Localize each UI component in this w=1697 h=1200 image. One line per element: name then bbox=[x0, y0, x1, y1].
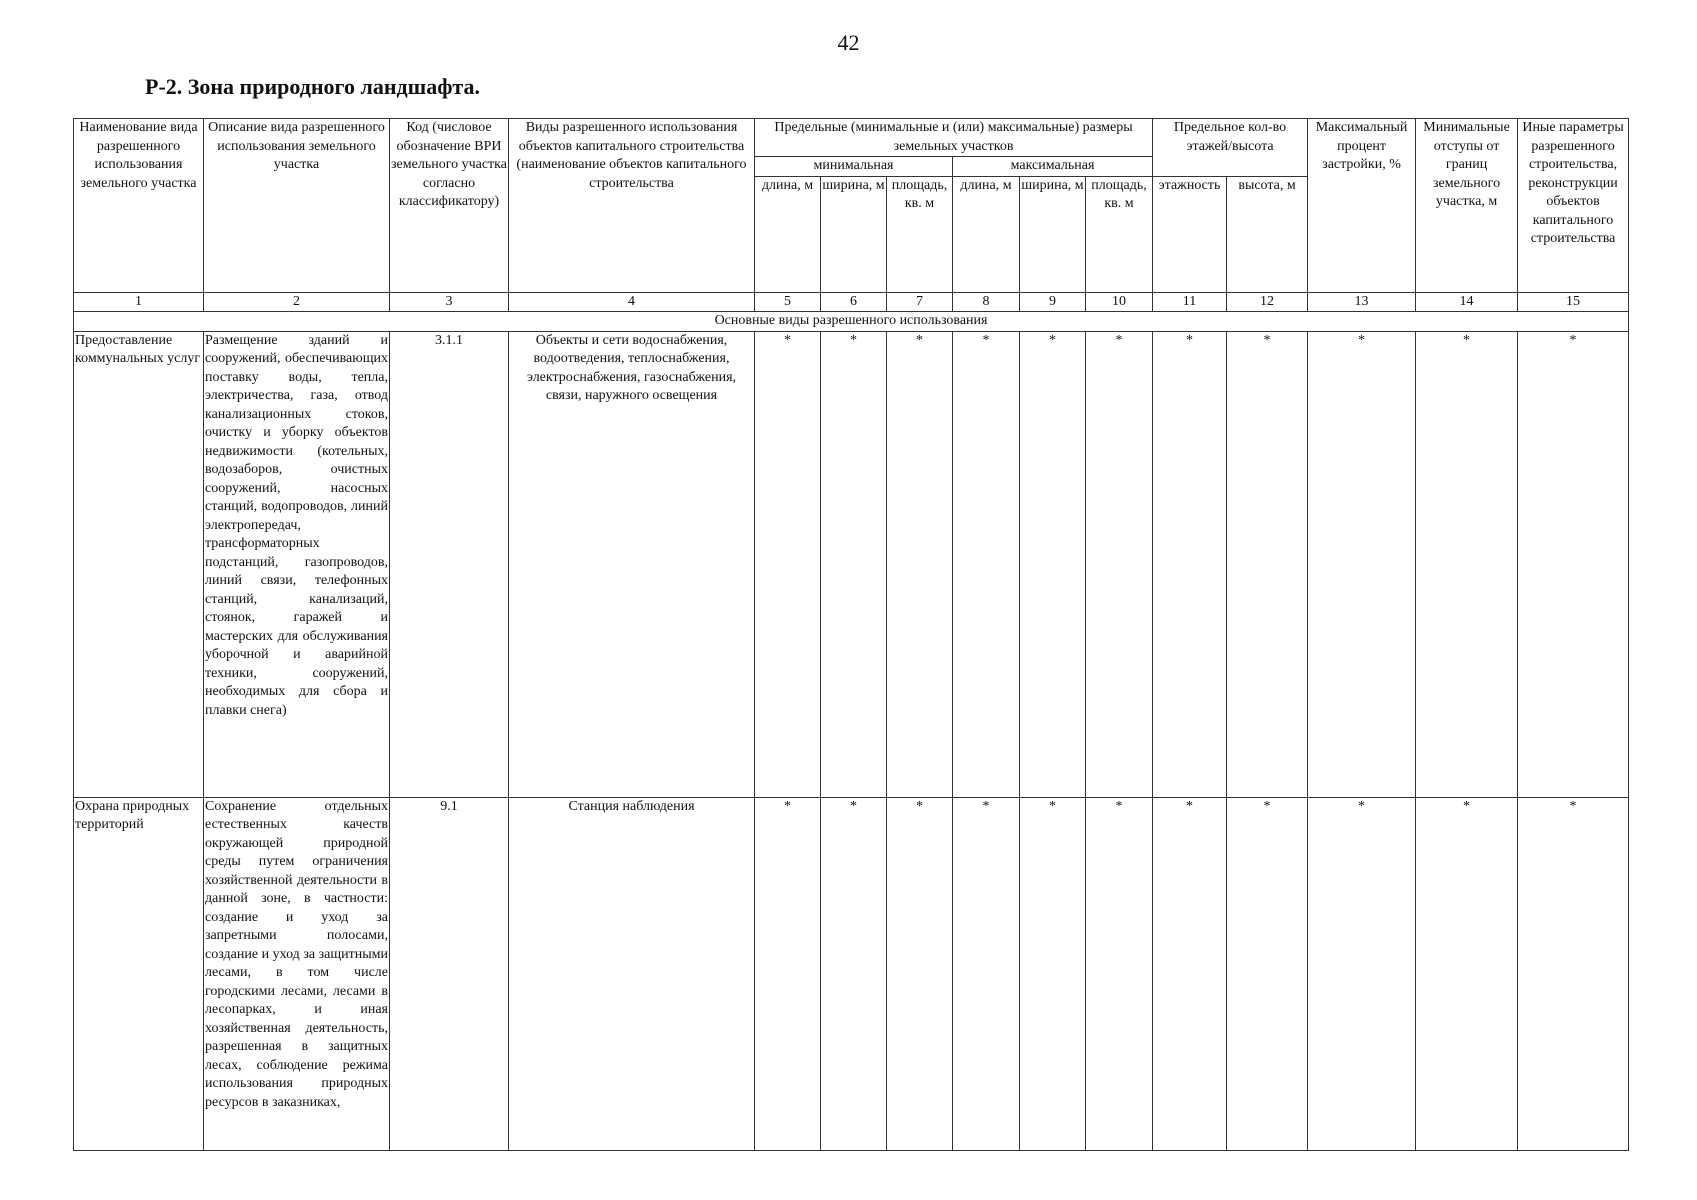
column-number: 4 bbox=[509, 292, 755, 311]
row-value-cell: * bbox=[1308, 797, 1416, 1150]
row-use-name: Предоставление коммунальных услуг bbox=[74, 331, 204, 797]
header-height: высота, м bbox=[1227, 176, 1308, 292]
column-number: 12 bbox=[1227, 292, 1308, 311]
header-max-area: площадь, кв. м bbox=[1086, 176, 1153, 292]
column-number: 9 bbox=[1020, 292, 1086, 311]
row-value-cell: * bbox=[1416, 797, 1518, 1150]
header-max-building-percent: Максимальный процент застройки, % bbox=[1308, 119, 1416, 293]
page-number: 42 bbox=[837, 30, 860, 55]
row-value-cell: * bbox=[953, 797, 1020, 1150]
zone-regulations-table bbox=[73, 118, 1629, 1151]
column-number: 11 bbox=[1153, 292, 1227, 311]
column-number: 13 bbox=[1308, 292, 1416, 311]
column-number: 1 bbox=[74, 292, 204, 311]
header-use-code: Код (числовое обозначение ВРИ земельного участка согласно классификатору) bbox=[390, 119, 509, 293]
row-value-cell: * bbox=[1518, 331, 1629, 797]
document-title: Р-2. Зона природного ландшафта. bbox=[145, 74, 481, 99]
header-floors: этажность bbox=[1153, 176, 1227, 292]
header-min-setbacks: Минимальные отступы от границ земельного участка, м bbox=[1416, 119, 1518, 293]
section-row bbox=[74, 311, 1629, 331]
column-number: 10 bbox=[1086, 292, 1153, 311]
column-number: 14 bbox=[1416, 292, 1518, 311]
row-value-cell: * bbox=[1020, 331, 1086, 797]
column-numbers-row bbox=[74, 292, 1629, 311]
row-value-cell: * bbox=[1020, 797, 1086, 1150]
header-maximum: максимальная bbox=[953, 157, 1153, 177]
row-value-cell: * bbox=[755, 797, 821, 1150]
row-value-cell: * bbox=[821, 797, 887, 1150]
row-value-cell: * bbox=[1227, 331, 1308, 797]
row-use-description: Сохранение отдельных естественных качеств окружающей природной среды путем ограничения хозяйственной деятельности в данной зоне, в частности: создание и уход за запретными полосами, создание и уход за защитными лесами, в том числе городскими лесами, лесами в лесопарках, и иная хозяйственная деятельность, разрешенная в защитных лесах, соблюдение режима использования природных ресурсов в заказниках, bbox=[204, 797, 390, 1150]
header-other-parameters: Иные параметры разрешенного строительства, реконструкции объектов капитального строительства bbox=[1518, 119, 1629, 293]
header-min-area: площадь, кв. м bbox=[887, 176, 953, 292]
header-floors-height-limit: Предельное кол-во этажей/высота bbox=[1153, 119, 1308, 177]
row-value-cell: * bbox=[1518, 797, 1629, 1150]
column-number: 5 bbox=[755, 292, 821, 311]
table-row bbox=[74, 797, 1629, 1150]
header-permitted-use-name: Наименование вида разрешенного использования земельного участка bbox=[74, 119, 204, 293]
header-max-length: длина, м bbox=[953, 176, 1020, 292]
header-minimum: минимальная bbox=[755, 157, 953, 177]
row-value-cell: * bbox=[1308, 331, 1416, 797]
row-construction-objects: Станция наблюдения bbox=[509, 797, 755, 1150]
row-value-cell: * bbox=[887, 331, 953, 797]
column-number: 2 bbox=[204, 292, 390, 311]
row-value-cell: * bbox=[1153, 797, 1227, 1150]
row-use-code: 9.1 bbox=[390, 797, 509, 1150]
row-value-cell: * bbox=[755, 331, 821, 797]
header-min-length: длина, м bbox=[755, 176, 821, 292]
row-use-description: Размещение зданий и сооружений, обеспечивающих поставку воды, тепла, электричества, газа, отвод канализационных стоков, очистку и уборку объектов недвижимости (котельных, водозаборов, очистных сооружений, насосных станций, водопроводов, линий электропередач, трансформаторных подстанций, газопроводов, линий связи, телефонных станций, канализаций, стоянок, гаражей и мастерских для обслуживания уборочной и аварийной техники, сооружений, необходимых для сбора и плавки снега) bbox=[204, 331, 390, 797]
section-title: Основные виды разрешенного использования bbox=[74, 311, 1629, 331]
header-plot-size-limits: Предельные (минимальные и (или) максимальные) размеры земельных участков bbox=[755, 119, 1153, 157]
header-max-width: ширина, м bbox=[1020, 176, 1086, 292]
row-value-cell: * bbox=[1153, 331, 1227, 797]
row-value-cell: * bbox=[1086, 797, 1153, 1150]
row-value-cell: * bbox=[821, 331, 887, 797]
column-number: 7 bbox=[887, 292, 953, 311]
row-value-cell: * bbox=[953, 331, 1020, 797]
row-use-name: Охрана природных территорий bbox=[74, 797, 204, 1150]
header-construction-use-types: Виды разрешенного использования объектов капитального строительства (наименование объектов капитального строительства bbox=[509, 119, 755, 293]
table-header bbox=[74, 119, 1629, 293]
column-number: 8 bbox=[953, 292, 1020, 311]
column-number: 3 bbox=[390, 292, 509, 311]
row-value-cell: * bbox=[1086, 331, 1153, 797]
header-use-description: Описание вида разрешенного использования земельного участка bbox=[204, 119, 390, 293]
row-value-cell: * bbox=[1416, 331, 1518, 797]
row-value-cell: * bbox=[1227, 797, 1308, 1150]
row-use-code: 3.1.1 bbox=[390, 331, 509, 797]
row-construction-objects: Объекты и сети водоснабжения, водоотведения, теплоснабжения, электроснабжения, газоснабжения, связи, наружного освещения bbox=[509, 331, 755, 797]
column-number: 15 bbox=[1518, 292, 1629, 311]
column-number: 6 bbox=[821, 292, 887, 311]
table-row bbox=[74, 331, 1629, 797]
row-value-cell: * bbox=[887, 797, 953, 1150]
header-min-width: ширина, м bbox=[821, 176, 887, 292]
